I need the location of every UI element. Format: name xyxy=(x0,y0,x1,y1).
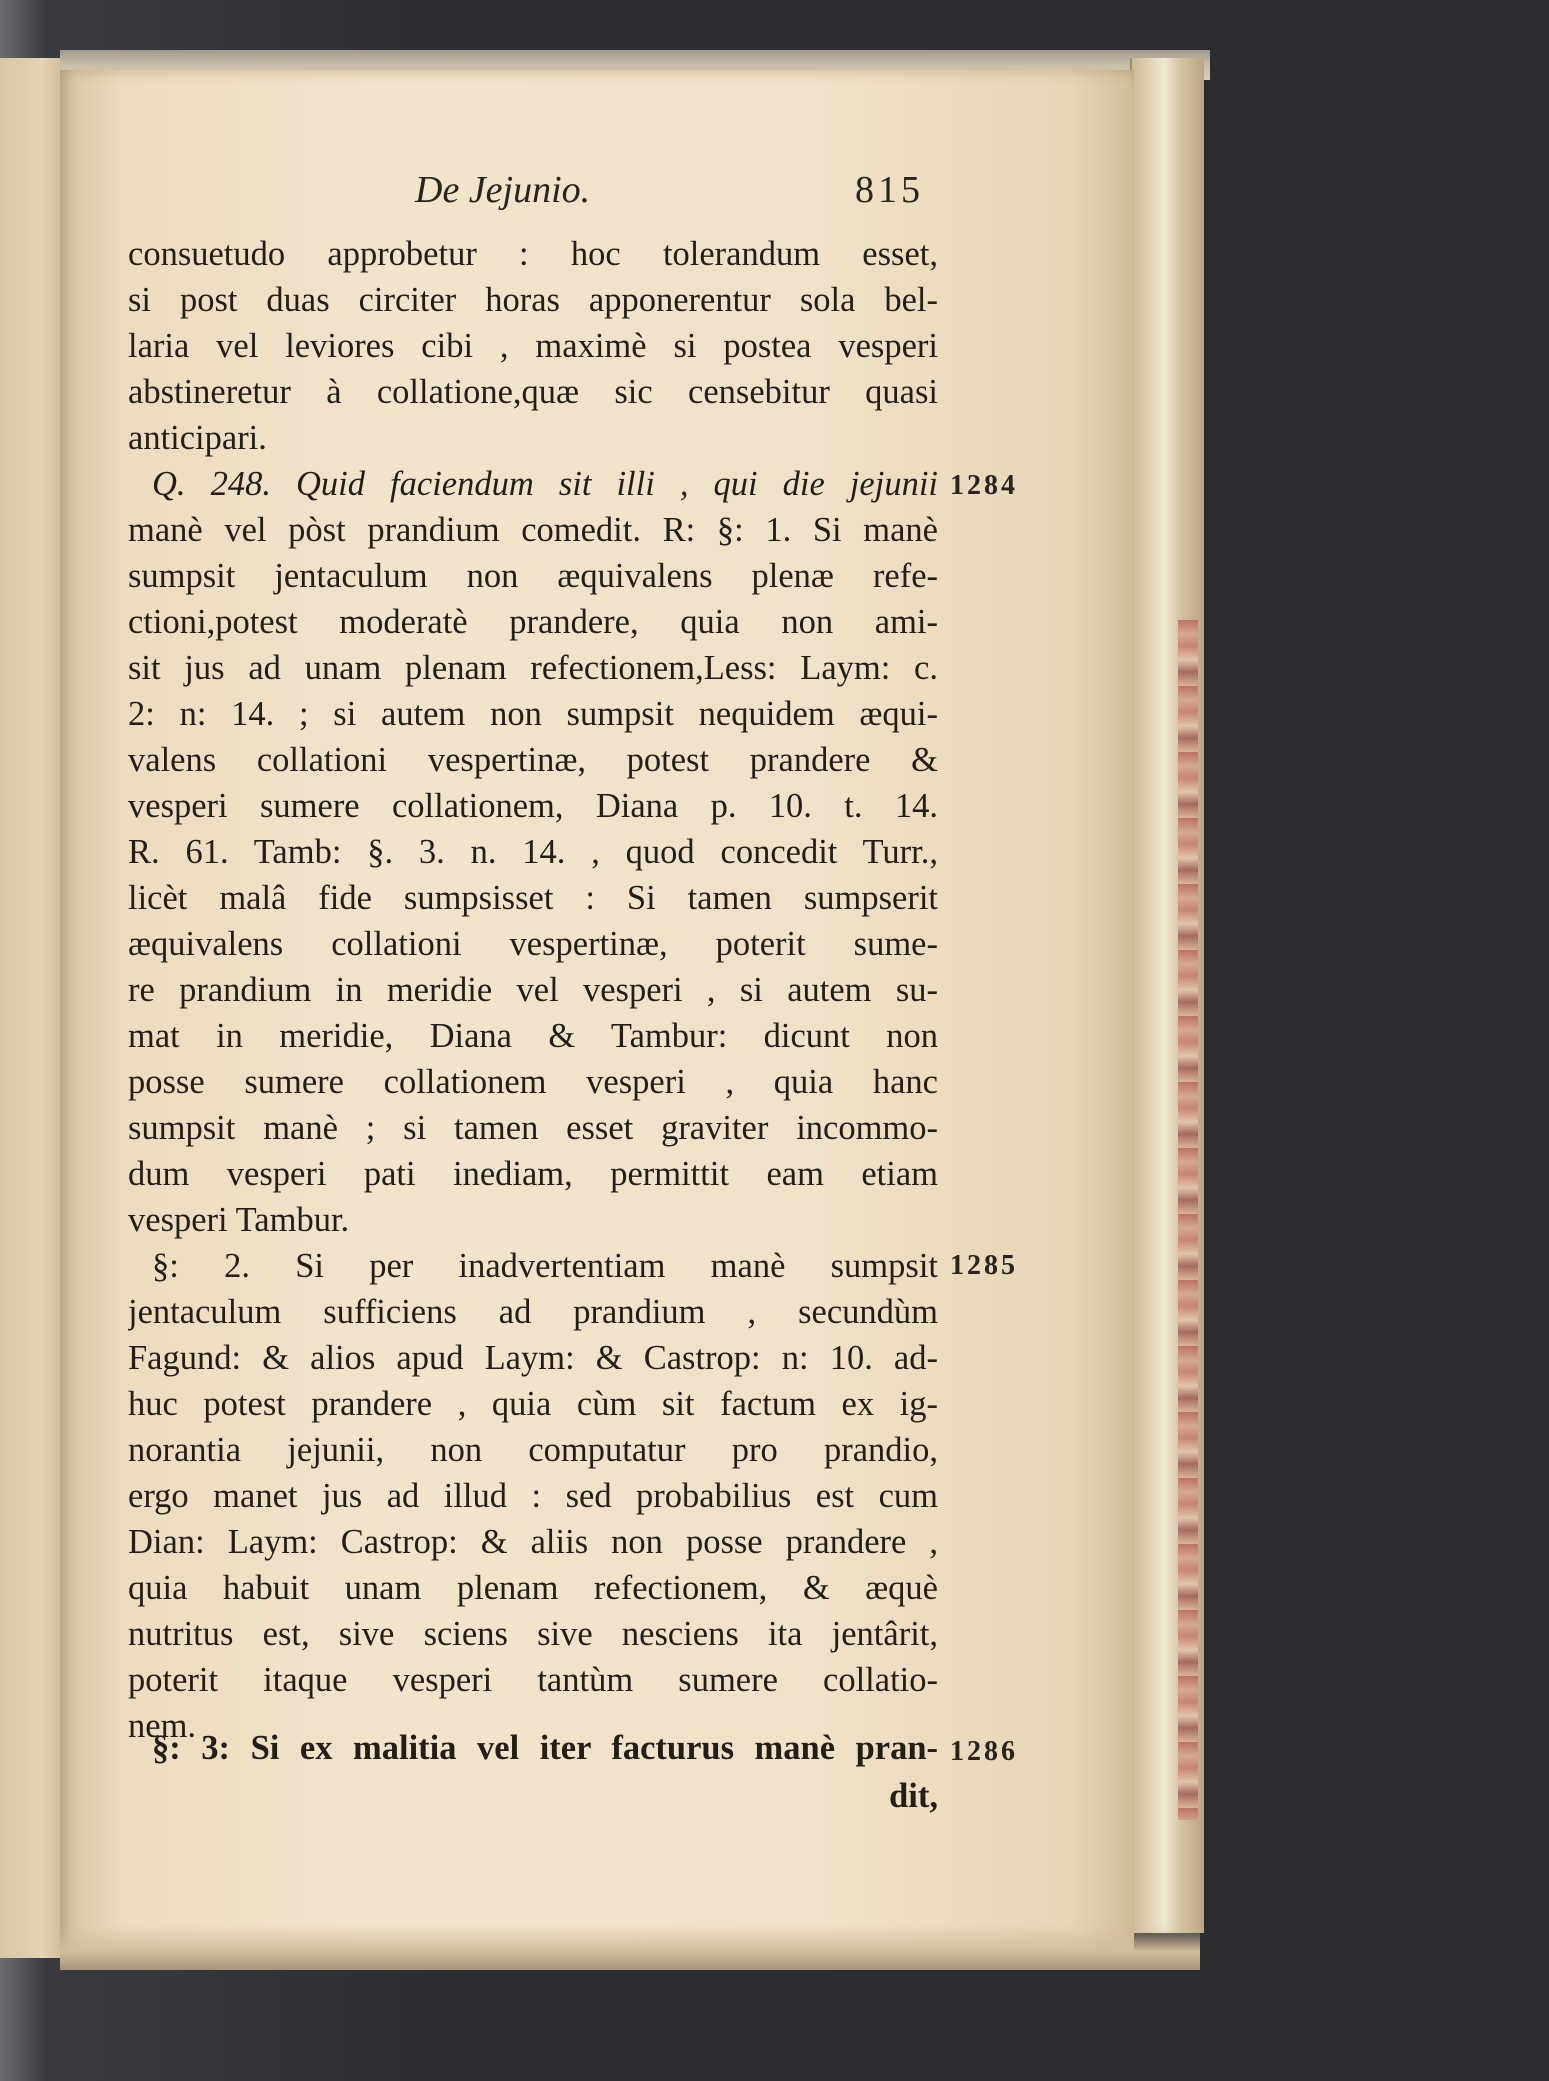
text-line: abstineretur à collatione,quæ sic censebitur quasi xyxy=(128,373,938,411)
page-bottom-edge xyxy=(60,1925,1200,1970)
text-line: dum vesperi pati inediam, permittit eam etiam xyxy=(128,1155,938,1193)
text-line: ergo manet jus ad illud : sed probabilius est cum xyxy=(128,1477,938,1515)
text-line: ctioni,potest moderatè prandere, quia non ami- xyxy=(128,603,938,641)
text-line: §: 3: Si ex malitia vel iter facturus manè pran- xyxy=(152,1729,938,1767)
page-number: 815 xyxy=(855,169,924,211)
text-line: consuetudo approbetur : hoc tolerandum esset, xyxy=(128,235,938,273)
text-line: æquivalens collationi vespertinæ, poterit sume- xyxy=(128,925,938,963)
text-line: sumpsit manè ; si tamen esset graviter incommo- xyxy=(128,1109,938,1147)
text-line: sit jus ad unam plenam refectionem,Less: Laym: c. xyxy=(128,649,938,687)
text-line: re prandium in meridie vel vesperi , si autem su- xyxy=(128,971,938,1009)
text-line: manè vel pòst prandium comedit. R: §: 1. Si manè xyxy=(128,511,938,549)
text-line: huc potest prandere , quia cùm sit factum ex ig- xyxy=(128,1385,938,1423)
text-line: nem. xyxy=(128,1707,197,1745)
margin-number: 1285 xyxy=(950,1250,1018,1281)
margin-number: 1286 xyxy=(950,1736,1018,1767)
text-line: 2: n: 14. ; si autem non sumpsit nequidem æqui- xyxy=(128,695,938,733)
text-line: sumpsit jentaculum non æquivalens plenæ refe- xyxy=(128,557,938,595)
text-line: valens collationi vespertinæ, potest prandere & xyxy=(128,741,938,779)
text-line: anticipari. xyxy=(128,419,267,457)
text-line: vesperi Tambur. xyxy=(128,1201,350,1239)
running-title: De Jejunio. xyxy=(415,169,591,211)
text-line: R. 61. Tamb: §. 3. n. 14. , quod concedit Turr., xyxy=(128,833,938,871)
text-line: licèt malâ fide sumpsisset : Si tamen sumpserit xyxy=(128,879,938,917)
marbled-page-edge xyxy=(1178,620,1198,1820)
catchword-line: dit, xyxy=(889,1777,938,1815)
text-line: Dian: Laym: Castrop: & aliis non posse prandere , xyxy=(128,1523,938,1561)
text-line: norantia jejunii, non computatur pro prandio, xyxy=(128,1431,938,1469)
text-line: si post duas circiter horas apponerentur sola bel- xyxy=(128,281,938,319)
text-line: mat in meridie, Diana & Tambur: dicunt non xyxy=(128,1017,938,1055)
text-line: posse sumere collationem vesperi , quia hanc xyxy=(128,1063,938,1101)
text-line: vesperi sumere collationem, Diana p. 10. t. 14. xyxy=(128,787,938,825)
text-line: laria vel leviores cibi , maximè si postea vesperi xyxy=(128,327,938,365)
text-line: quia habuit unam plenam refectionem, & æquè xyxy=(128,1569,938,1607)
question-line: Q. 248. Quid faciendum sit illi , qui die jejunii xyxy=(152,465,938,503)
text-line: poterit itaque vesperi tantùm sumere collatio- xyxy=(128,1661,938,1699)
text-line: jentaculum sufficiens ad prandium , secundùm xyxy=(128,1293,938,1331)
text-line: Fagund: & alios apud Laym: & Castrop: n: 10. ad- xyxy=(128,1339,938,1377)
text-line: nutritus est, sive sciens sive nesciens ita jentârit, xyxy=(128,1615,938,1653)
text-line: §: 2. Si per inadvertentiam manè sumpsit xyxy=(152,1247,938,1285)
margin-number: 1284 xyxy=(950,470,1018,501)
